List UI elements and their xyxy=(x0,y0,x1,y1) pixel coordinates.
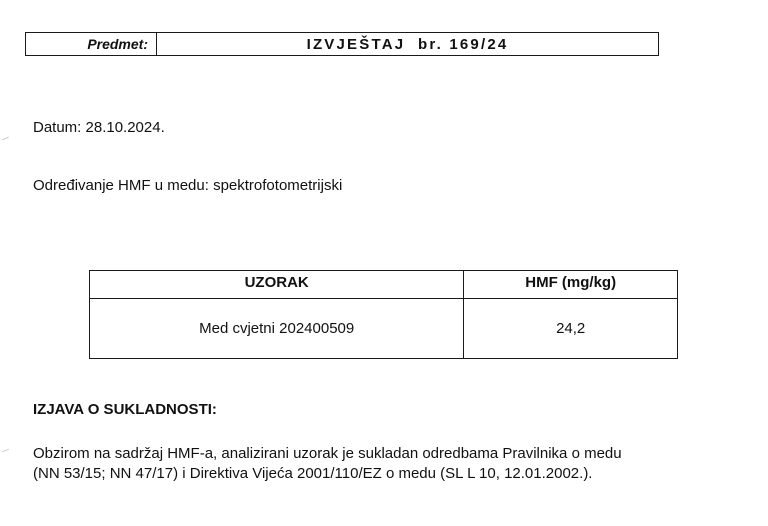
column-header-hmf: HMF (mg/kg) xyxy=(464,271,678,299)
column-header-sample: UZORAK xyxy=(90,271,464,299)
compliance-heading: IZJAVA O SUKLADNOSTI: xyxy=(33,401,217,418)
results-table xyxy=(89,270,678,359)
compliance-statement xyxy=(33,444,733,484)
report-header-box xyxy=(25,32,659,56)
table-header-row xyxy=(90,271,678,299)
sample-name-cell: Med cvjetni 202400509 xyxy=(90,299,464,359)
report-date: Datum: 28.10.2024. xyxy=(33,119,165,136)
report-title: IZVJEŠTAJ br. 169/24 xyxy=(306,35,509,53)
margin-scan-mark xyxy=(2,449,9,452)
subject-label: Predmet: xyxy=(26,33,157,55)
margin-scan-mark xyxy=(2,137,9,141)
table-row xyxy=(90,299,678,359)
compliance-line: (NN 53/15; NN 47/17) i Direktiva Vijeća 2001/110/EZ o medu (SL L 10, 12.01.2002.). xyxy=(33,465,593,482)
analysis-method: Određivanje HMF u medu: spektrofotometrijski xyxy=(33,177,343,194)
hmf-value-cell: 24,2 xyxy=(464,299,678,359)
compliance-line: Obzirom na sadržaj HMF-a, analizirani uzorak je sukladan odredbama Pravilnika o medu xyxy=(33,445,622,462)
